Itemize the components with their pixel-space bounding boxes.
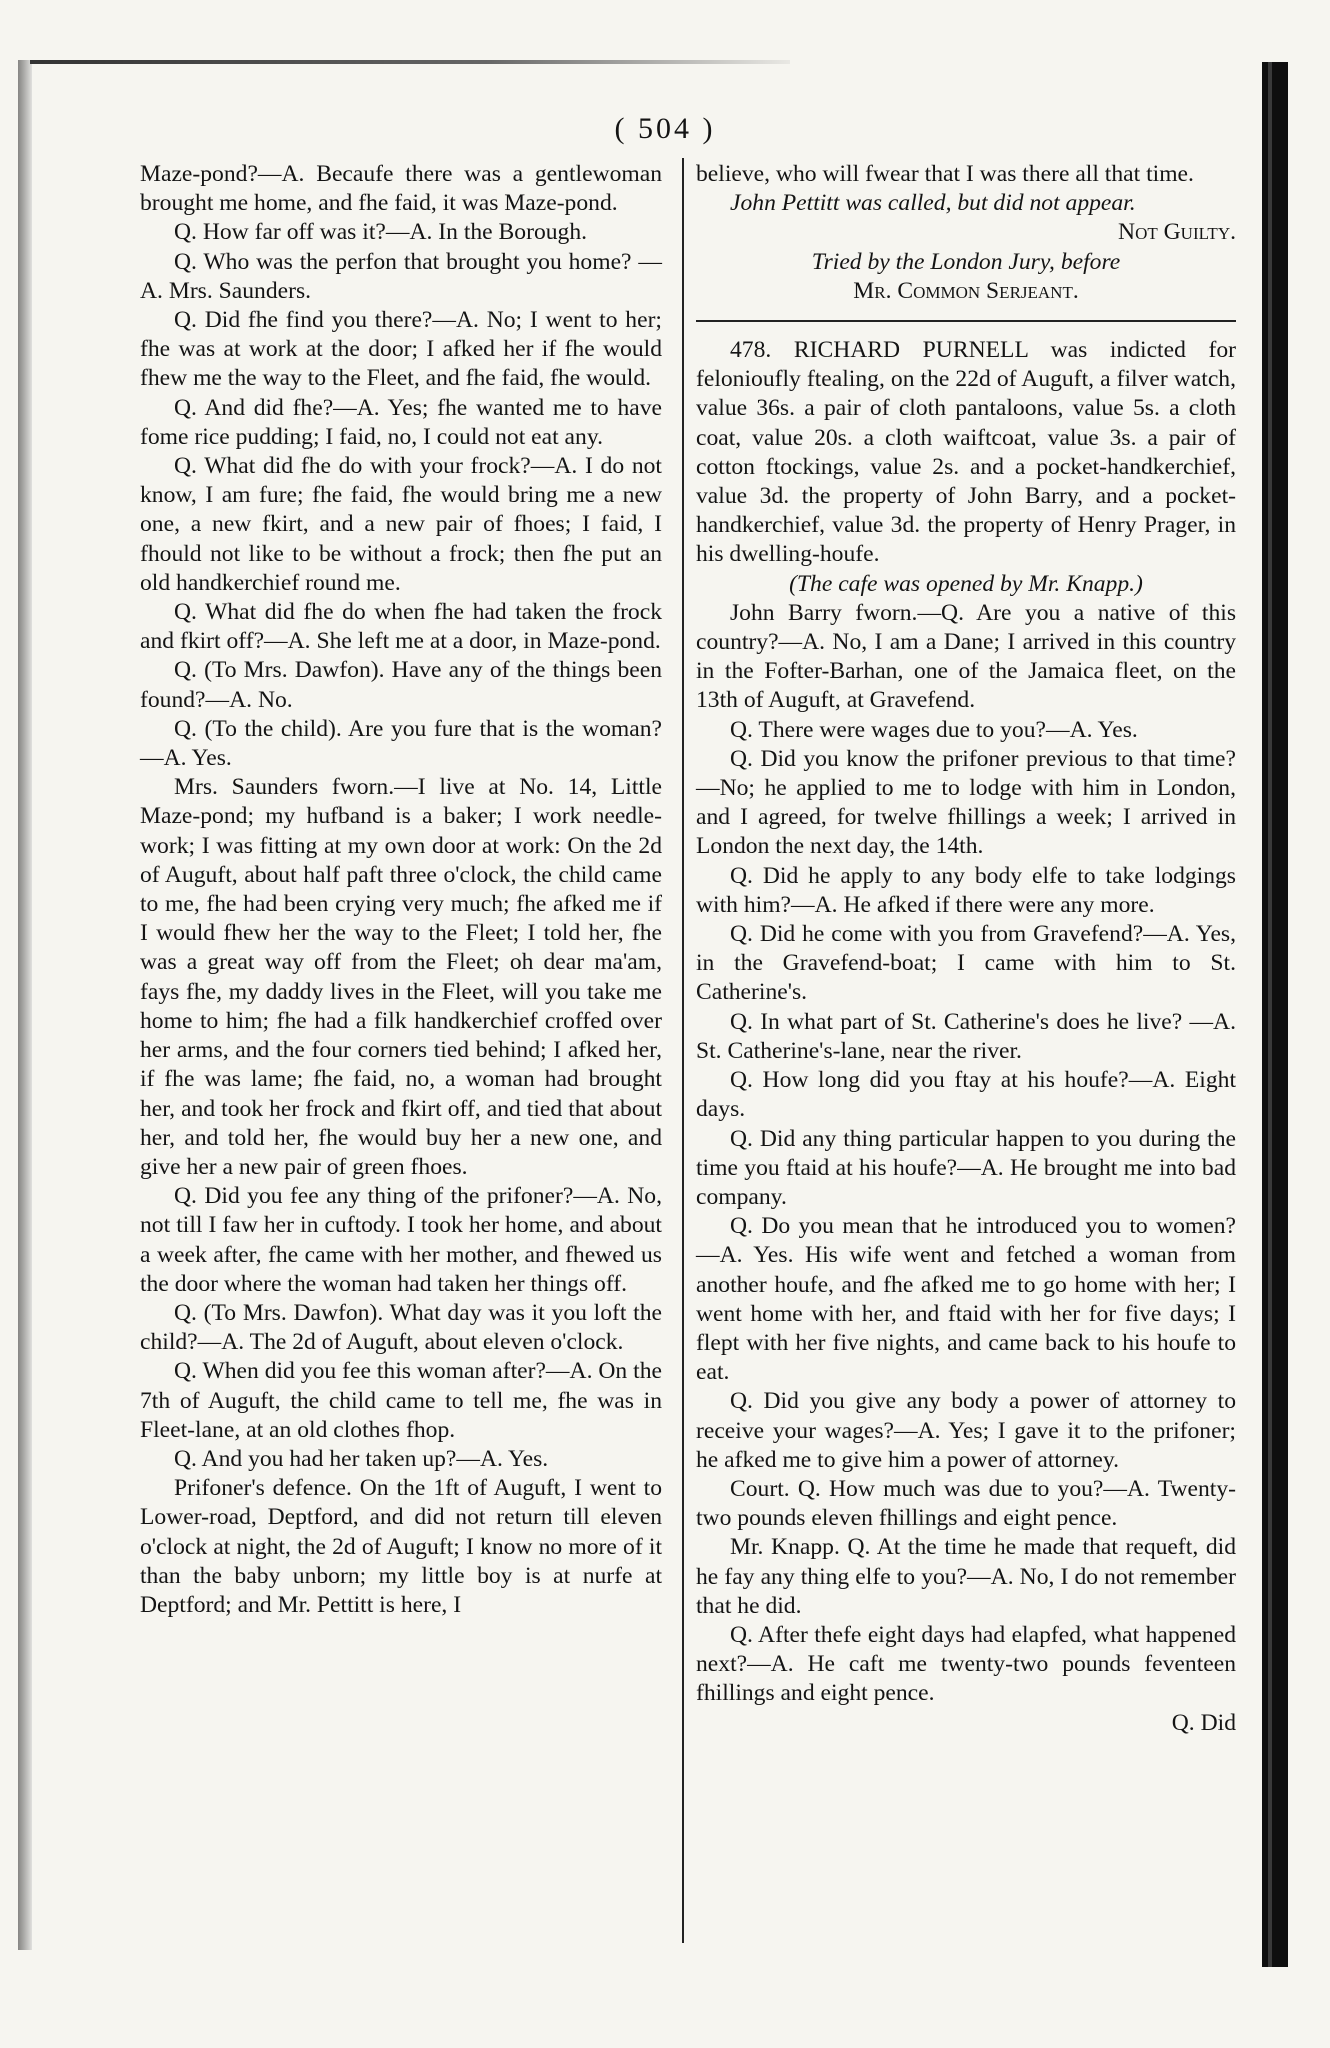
top-rule — [30, 60, 790, 64]
paragraph: Q. When did you fee this woman after?—A. On the 7th of Auguft, the child came to tell me, fhe was in Fleet-lane, at an old clothes fhop. — [140, 1358, 662, 1443]
paragraph: Q. And you had her taken up?—A. Yes. — [174, 1445, 549, 1472]
paragraph: Q. And did fhe?—A. Yes; fhe wanted me to have fome rice pudding; I faid, no, I could not eat any. — [140, 394, 662, 450]
paragraph: Q. (To Mrs. Dawfon). What day was it you loft the child?—A. The 2d of Auguft, about eleven o'clock. — [140, 1299, 662, 1356]
paragraph: Q. Who was the perfon that brought you home? —A. Mrs. Saunders. — [140, 248, 662, 304]
tried-before: Mr. Common Serjeant. — [853, 277, 1079, 304]
note-witness-absent: John Pettitt was called, but did not appear. — [730, 190, 1136, 217]
paragraph: Court. Q. How much was due to you?—A. Twenty-two pounds eleven fhillings and eight pence. — [696, 1475, 1236, 1532]
right-column — [696, 160, 1236, 1738]
paragraph: Q. Did any thing particular happen to you during the time you ftaid at his houfe?—A. He brought me into bad company. — [696, 1125, 1236, 1210]
paragraph: Q. What did fhe do with your frock?—A. I do not know, I am fure; fhe faid, fhe would bring me a new one, a new fkirt, and a new pair of fhoes; I faid, I fhould not like to be without a frock; then fhe put an old handkerchief round me. — [140, 453, 662, 596]
paragraph: Q. Did you fee any thing of the prifoner?—A. No, not till I faw her in cuftody. I took her home, and about a week after, fhe came with her mother, and fhewed us the door where the woman had taken her things off. — [140, 1183, 662, 1297]
binding-bar-highlight — [1268, 62, 1272, 1967]
paragraph: believe, who will fwear that I was there all that time. — [696, 161, 1194, 187]
paragraph: Mr. Knapp. Q. At the time he made that requeft, did he fay any thing elfe to you?—A. No, I do not remember that he did. — [696, 1534, 1236, 1619]
paragraph: Q. After thefe eight days had elapfed, what happened next?—A. He caft me twenty-two pounds feventeen fhillings and eight pence. — [696, 1621, 1236, 1707]
paragraph: Maze-pond?—A. Becaufe there was a gentlewoman brought me home, and fhe faid, it was Maze-pond. — [140, 161, 662, 217]
paragraph: Prifoner's defence. On the 1ft of Auguft, I went to Lower-road, Deptford, and did not return till eleven o'clock at night, the 2d of Auguft; I know no more of it than the baby unborn; my little boy is at nurfe at Deptford; and Mr. Pettitt is here, I — [140, 1475, 662, 1618]
paragraph: Q. Did you give any body a power of attorney to receive your wages?—A. Yes; I gave it to the prifoner; he afked me to give him a power of attorney. — [696, 1388, 1236, 1473]
paragraph: Q. What did fhe do when fhe had taken the frock and fkirt off?—A. She left me at a door, in Maze-pond. — [140, 599, 662, 655]
page-number: ( 504 ) — [614, 112, 716, 145]
paragraph: Q. Did he apply to any body elfe to take lodgings with him?—A. He afked if there were any more. — [696, 862, 1236, 918]
paragraph: Q. Did he come with you from Gravefend?—A. Yes, in the Gravefend-boat; I came with him to St. Catherine's. — [696, 921, 1236, 1006]
column-divider — [682, 158, 684, 1943]
paragraph: Q. There were wages due to you?—A. Yes. — [730, 716, 1138, 743]
indictment-paragraph: 478. RICHARD PURNELL was indicted for felonioufly ftealing, on the 22d of Auguft, a filver watch, value 36s. a pair of cloth pantaloons, value 5s. a cloth coat, value 20s. a cloth waiftcoat, value 3s. a pair of cotton ftockings, value 2s. and a pocket-handkerchief, value 3d. the property of John Barry, and a pocket-handkerchief, value 3d. the property of Henry Prager, in his dwelling-houfe. — [696, 337, 1236, 568]
paragraph: Q. In what part of St. Catherine's does he live? —A. St. Catherine's-lane, near the river. — [696, 1008, 1236, 1064]
paragraph: Q. Did fhe find you there?—A. No; I went to her; fhe was at work at the door; I afked her if fhe would fhew me the way to the Fleet, and fhe faid, fhe would. — [140, 307, 662, 392]
section-rule — [696, 320, 1236, 322]
paragraph: Q. (To the child). Are you fure that is the woman?—A. Yes. — [140, 715, 662, 772]
paragraph: Q. Do you mean that he introduced you to women?—A. Yes. His wife went and fetched a woman from another houfe, and fhe afked me to go home with her; I went home with her, and ftaid with her for five days; I flept with her five nights, and came back to his houfe to eat. — [696, 1213, 1236, 1386]
paragraph: Mrs. Saunders fworn.—I live at No. 14, Little Maze-pond; my hufband is a baker; I work needle-work; I was fitting at my own door at work: On the 2d of Auguft, about half paft three o'clock, the child came to me, fhe had been crying very much; fhe afked me if I would fhew her the way to the Fleet; I told her, fhe was a great way off from the Fleet; oh dear ma'am, fays fhe, my daddy lives in the Fleet, will you take me home to him; fhe had a filk handkerchief croffed over her arms, and the four corners tied behind; I afked her, if fhe was lame; fhe faid, no, a woman had brought her, and took her frock and fkirt off, and tied that about her, and told her, fhe would buy her a new one, and give her a new pair of green fhoes. — [140, 774, 662, 1180]
paragraph: Q. How long did you ftay at his houfe?—A. Eight days. — [696, 1067, 1236, 1123]
paragraph: Q. (To Mrs. Dawfon). Have any of the things been found?—A. No. — [140, 657, 662, 713]
left-column — [140, 160, 662, 1620]
paragraph: Q. Did you know the prifoner previous to that time?—No; he applied to me to lodge with him in London, and I agreed, for twelve fhillings a week; I arrived in London the next day, the 14th. — [696, 745, 1236, 860]
binding-bar — [1262, 62, 1288, 1967]
paragraph: John Barry fworn.—Q. Are you a native of this country?—A. No, I am a Dane; I arrived in this country in the Fofter-Barhan, one of the Jamaica fleet, on the 13th of Auguft, at Gravefend. — [696, 599, 1236, 714]
catchword: Q. Did — [1171, 1709, 1236, 1736]
tried-by: Tried by the London Jury, before — [811, 248, 1121, 275]
case-opened-note: (The cafe was opened by Mr. Knapp.) — [789, 570, 1143, 597]
page-edge-shadow — [18, 60, 32, 1950]
verdict: Not Guilty. — [1118, 219, 1236, 246]
paragraph: Q. How far off was it?—A. In the Borough. — [174, 219, 588, 246]
